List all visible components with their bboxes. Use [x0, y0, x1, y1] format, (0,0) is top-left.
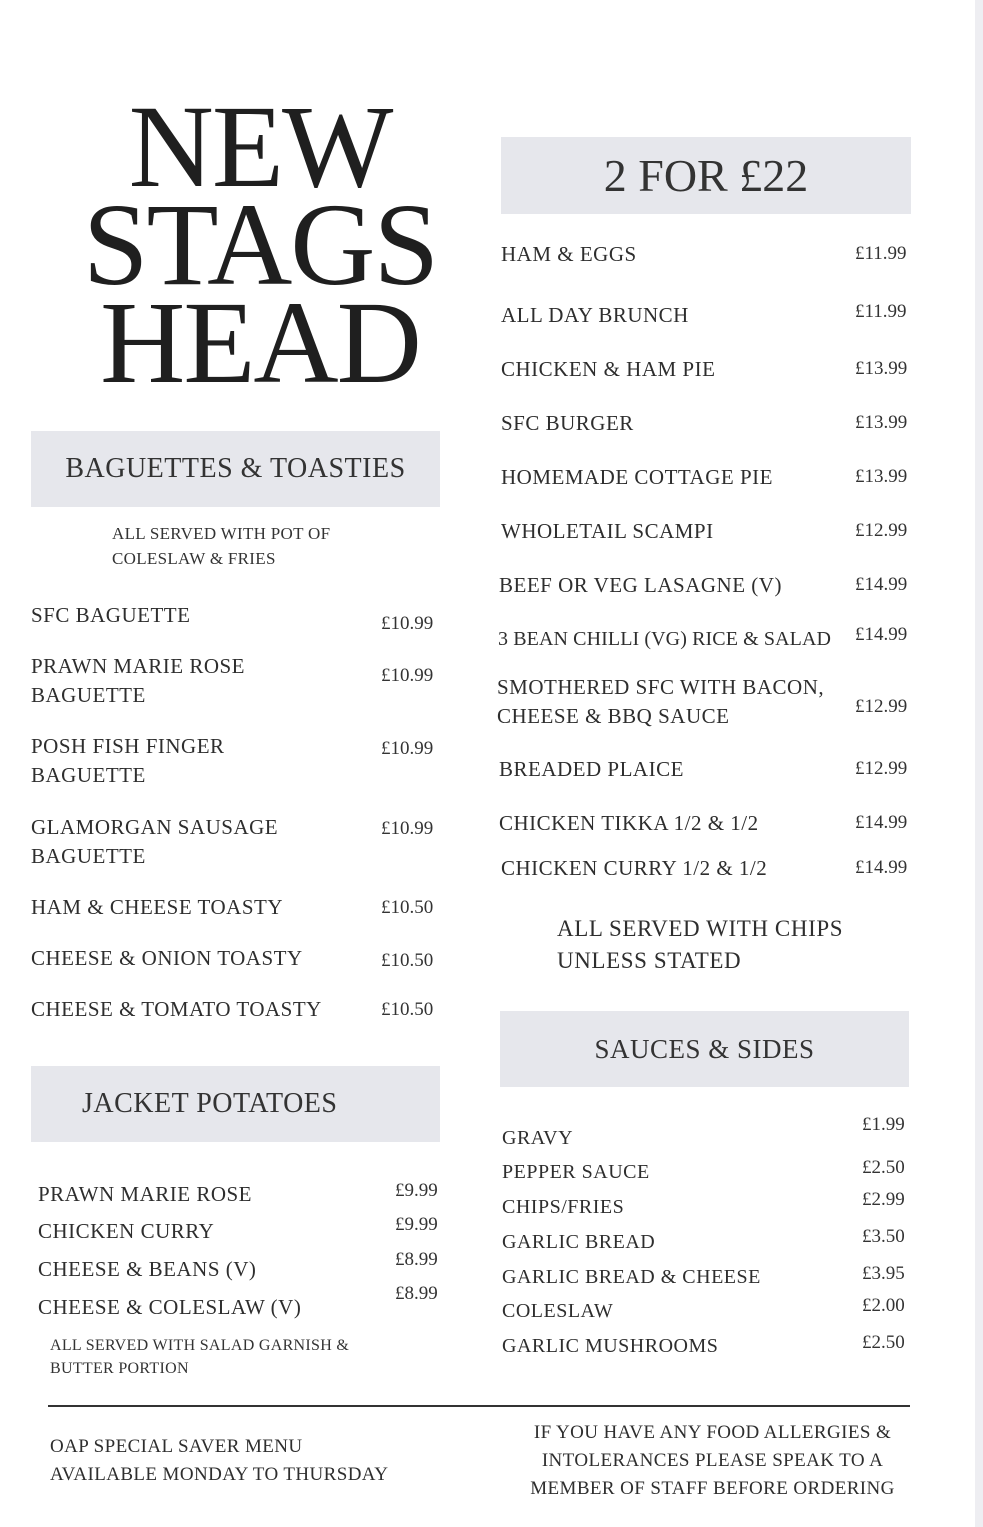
item-name-line-2: BAGUETTE: [31, 844, 146, 868]
item-name: GLAMORGAN SAUSAGE: [31, 815, 279, 839]
item-price: £8.99: [395, 1249, 438, 1270]
item-name: BREADED PLAICE: [499, 757, 684, 781]
oap-note-line-1: OAP SPECIAL SAVER MENU: [50, 1436, 303, 1457]
item-price: £12.99: [855, 520, 908, 541]
item-name: GARLIC MUSHROOMS: [502, 1335, 719, 1357]
page-edge: [975, 0, 983, 1527]
item-price: £14.99: [855, 812, 908, 833]
two-for-note-line-1: ALL SERVED WITH CHIPS: [557, 916, 844, 941]
jacket-note: [50, 1334, 349, 1380]
item-name: GARLIC BREAD: [502, 1231, 656, 1253]
restaurant-title: [20, 81, 500, 408]
menu-item-sfc-baguette: [31, 601, 190, 630]
item-name: PRAWN MARIE ROSE: [31, 654, 246, 678]
menu-item-breaded-plaice: [499, 755, 684, 784]
menu-item-wholetail-scampi: [501, 517, 714, 546]
side-item-pepper-sauce: [502, 1158, 650, 1187]
item-price: £14.99: [855, 857, 908, 878]
menu-item-cheese-tomato-toasty: [31, 995, 322, 1024]
sauces-heading: SAUCES & SIDES: [594, 1033, 815, 1064]
item-price: £9.99: [395, 1180, 438, 1201]
menu-item-sfc-burger: [501, 409, 634, 438]
menu-item-posh-fish-finger-baguette: [31, 732, 225, 790]
item-price: £14.99: [855, 624, 908, 645]
item-name: CHICKEN & HAM PIE: [501, 357, 716, 381]
jacket-heading: JACKET POTATOES: [82, 1088, 338, 1119]
item-name: CHEESE & TOMATO TOASTY: [31, 997, 322, 1021]
item-price: £9.99: [395, 1214, 438, 1235]
footer-divider: [48, 1405, 910, 1407]
item-price: £3.95: [862, 1263, 905, 1284]
baguettes-heading: BAGUETTES & TOASTIES: [65, 453, 406, 484]
menu-item-chicken-curry: [501, 854, 767, 883]
item-price: £2.50: [862, 1157, 905, 1178]
menu-item-prawn-marie-rose-baguette: [31, 652, 245, 710]
item-price: £10.99: [381, 665, 434, 686]
jacket-heading-band: [31, 1066, 440, 1142]
menu-item-ham-cheese-toasty: [31, 893, 283, 922]
item-price: £13.99: [855, 466, 908, 487]
item-name: CHICKEN CURRY 1/2 & 1/2: [501, 856, 768, 880]
allergy-note: [500, 1419, 925, 1503]
item-price: £10.99: [381, 818, 434, 839]
sauces-heading-band: [500, 1011, 909, 1087]
allergy-note-line-2: INTOLERANCES PLEASE SPEAK TO A: [541, 1450, 884, 1471]
item-name: POSH FISH FINGER: [31, 734, 225, 758]
jacket-note-line-2: BUTTER PORTION: [50, 1360, 189, 1377]
menu-item-lasagne: [499, 571, 782, 600]
item-price: £13.99: [855, 358, 908, 379]
item-name: CHEESE & BEANS (V): [38, 1257, 257, 1281]
item-name: SFC BURGER: [501, 411, 634, 435]
side-item-garlic-mushrooms: [502, 1332, 718, 1361]
item-price: £14.99: [855, 574, 908, 595]
item-name: PRAWN MARIE ROSE: [38, 1182, 253, 1206]
menu-item-glamorgan-sausage-baguette: [31, 813, 278, 871]
side-item-garlic-bread-cheese: [502, 1263, 761, 1292]
side-item-garlic-bread: [502, 1228, 655, 1257]
item-price: £13.99: [855, 412, 908, 433]
item-name: SFC BAGUETTE: [31, 603, 191, 627]
item-price: £1.99: [862, 1114, 905, 1135]
item-name: PEPPER SAUCE: [502, 1161, 650, 1183]
menu-item-jacket-prawn: [38, 1180, 252, 1209]
jacket-note-line-1: ALL SERVED WITH SALAD GARNISH &: [50, 1337, 350, 1354]
menu-item-homemade-cottage-pie: [501, 463, 773, 492]
item-name: CHICKEN CURRY: [38, 1219, 215, 1243]
baguettes-note: [112, 521, 330, 571]
menu-item-smothered-sfc: [497, 673, 824, 731]
allergy-note-line-1: IF YOU HAVE ANY FOOD ALLERGIES &: [533, 1422, 892, 1443]
item-name: BEEF OR VEG LASAGNE (V): [499, 573, 782, 597]
side-item-coleslaw: [502, 1297, 613, 1326]
item-price: £10.50: [381, 897, 434, 918]
baguettes-heading-band: [31, 431, 440, 507]
item-name: HAM & EGGS: [501, 242, 637, 266]
item-name: GARLIC BREAD & CHEESE: [502, 1266, 761, 1288]
side-item-gravy: [502, 1124, 573, 1153]
item-price: £2.00: [862, 1295, 905, 1316]
item-name: ALL DAY BRUNCH: [501, 303, 689, 327]
item-name: GRAVY: [502, 1127, 574, 1149]
item-price: £3.50: [862, 1226, 905, 1247]
item-name: CHIPS/FRIES: [502, 1196, 625, 1218]
item-price: £11.99: [855, 243, 907, 264]
item-name: COLESLAW: [502, 1300, 614, 1322]
menu-item-chicken-ham-pie: [501, 355, 715, 384]
item-price: £11.99: [855, 301, 907, 322]
menu-item-jacket-cheese-coleslaw: [38, 1293, 301, 1322]
two-for-note-line-2: UNLESS STATED: [557, 948, 742, 973]
item-price: £10.50: [381, 999, 434, 1020]
title-line-2: STAGS: [82, 179, 438, 310]
item-name-line-2: BAGUETTE: [31, 683, 146, 707]
item-name: HOMEMADE COTTAGE PIE: [501, 465, 773, 489]
item-name: WHOLETAIL SCAMPI: [501, 519, 714, 543]
two-for-heading: 2 FOR £22: [603, 150, 809, 201]
baguettes-note-line-2: COLESLAW & FRIES: [112, 549, 276, 568]
item-price: £10.99: [381, 613, 434, 634]
item-name: CHEESE & COLESLAW (V): [38, 1295, 302, 1319]
item-price: £8.99: [395, 1283, 438, 1304]
allergy-note-line-3: MEMBER OF STAFF BEFORE ORDERING: [530, 1478, 895, 1499]
item-name: CHICKEN TIKKA 1/2 & 1/2: [499, 811, 759, 835]
title-line-3: HEAD: [100, 277, 420, 408]
menu-item-jacket-chicken-curry: [38, 1217, 214, 1246]
menu-item-cheese-onion-toasty: [31, 944, 303, 973]
item-name: HAM & CHEESE TOASTY: [31, 895, 283, 919]
item-price: £12.99: [855, 696, 908, 717]
item-name: SMOTHERED SFC WITH BACON,: [497, 675, 825, 699]
baguettes-note-line-1: ALL SERVED WITH POT OF: [112, 524, 331, 543]
menu-item-chicken-tikka: [499, 809, 759, 838]
menu-item-bean-chilli: [498, 625, 831, 654]
menu-item-ham-eggs: [501, 240, 637, 269]
item-name-line-2: BAGUETTE: [31, 763, 146, 787]
item-name: 3 BEAN CHILLI (VG) RICE & SALAD: [498, 628, 832, 650]
menu-item-all-day-brunch: [501, 301, 689, 330]
two-for-heading-band: [501, 137, 911, 214]
item-price: £12.99: [855, 758, 908, 779]
menu-item-jacket-cheese-beans: [38, 1255, 256, 1284]
two-for-note: [557, 913, 843, 977]
side-item-chips: [502, 1193, 624, 1222]
oap-note-line-2: AVAILABLE MONDAY TO THURSDAY: [50, 1464, 389, 1485]
item-name-line-2: CHEESE & BBQ SAUCE: [497, 704, 730, 728]
oap-note: [50, 1433, 388, 1489]
item-price: £2.50: [862, 1332, 905, 1353]
item-price: £2.99: [862, 1189, 905, 1210]
item-price: £10.50: [381, 950, 434, 971]
item-price: £10.99: [381, 738, 434, 759]
item-name: CHEESE & ONION TOASTY: [31, 946, 303, 970]
title-line-1: NEW: [128, 81, 392, 212]
